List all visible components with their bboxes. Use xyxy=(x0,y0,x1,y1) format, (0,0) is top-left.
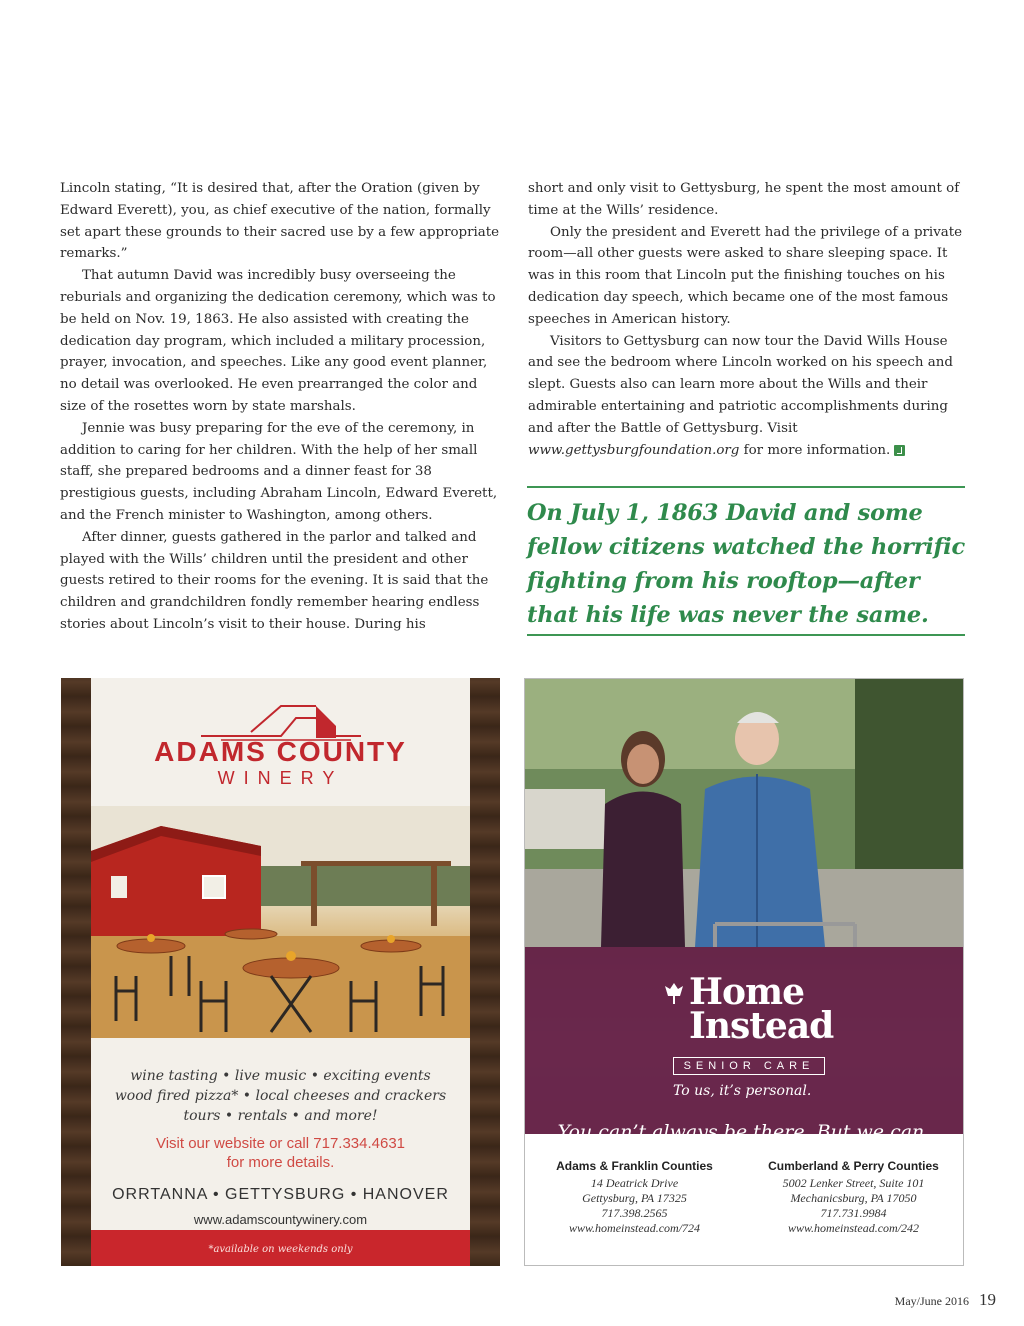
winery-cta-line: for more details. xyxy=(226,1154,335,1171)
winery-tagline: wood fired pizza* • local cheeses and crackers xyxy=(114,1088,447,1104)
pull-quote-text: On July 1, 1863 David and some fellow citizens watched the horrific fighting from his rooftop—after that his life was never the same. xyxy=(527,500,965,628)
office-city: Gettysburg, PA 17325 xyxy=(582,1191,687,1205)
office-adams-franklin xyxy=(525,1147,744,1266)
article-paragraph: Jennie was busy preparing for the eve of the ceremony, in addition to caring for her children. With the help of her small staff, she prepared bedrooms and a dinner feast for 38 prestigious guests, including Abraham Lincoln, Edward Everett, and the French minister to Washington, among others. xyxy=(60,420,498,523)
office-name: Cumberland & Perry Counties xyxy=(768,1159,939,1173)
article-text: for more information. xyxy=(739,442,891,458)
page-folio xyxy=(895,1290,996,1310)
article-paragraph: After dinner, guests gathered in the parlor and talked and played with the Wills’ children until the president and other guests retired to their rooms for the evening. It is said that the children and grandchildren fondly remember hearing endless stories about Lincoln’s visit to their house. During his xyxy=(60,529,489,632)
brand-line: Home xyxy=(689,971,805,1013)
office-name: Adams & Franklin Counties xyxy=(556,1159,713,1173)
winery-footnote: *available on weekends only xyxy=(208,1244,353,1255)
winery-brand-subtitle: WINERY xyxy=(217,768,344,788)
article-paragraph: Lincoln stating, “It is desired that, after the Oration (given by Edward Everett), you, as chief executive of the nation, formally set apart these grounds to their sacred use by a few appropriate remarks.” xyxy=(60,181,500,262)
article-paragraph: Only the president and Everett had the privilege of a private room—all other guests were asked to share sleeping space. It was in this room that Lincoln put the finishing touches on his dedication day speech, which became one of the most famous speeches in American history. xyxy=(528,224,963,327)
office-street: 14 Deatrick Drive xyxy=(590,1176,679,1190)
issue-date: May/June 2016 xyxy=(894,1294,969,1308)
winery-taglines xyxy=(91,1066,470,1126)
article-paragraph-last xyxy=(528,331,964,462)
senior-care-label: SENIOR CARE xyxy=(673,1057,825,1075)
winery-cta-line: Visit our website or call 717.334.4631 xyxy=(155,1135,406,1152)
office-city: Mechanicsburg, PA 17050 xyxy=(790,1191,917,1205)
home-instead-slogan: You can’t always be there. But we can. xyxy=(557,1121,931,1143)
winery-ad-panel xyxy=(91,678,470,1266)
article-text: Visitors to Gettysburg can now tour the David Wills House and see the bedroom where Lincoln worked on his speech and slept. Guests also can learn more about the Wills and their admirable entertaining and patriotic accomplishments during and after the Battle of Gettysburg. Visit xyxy=(528,333,953,436)
page-number: 19 xyxy=(979,1290,996,1309)
winery-tagline: tours • rentals • and more! xyxy=(183,1108,378,1124)
article-paragraph: That autumn David was incredibly busy overseeing the reburials and organizing the dedication ceremony, which was to be held on Nov. 19, 1863. He also assisted with creating the dedication day program, which included a military procession, prayer, invocation, and speeches. Like any good event planner, no detail was overlooked. He even prearranged the color and size of the rosettes worn by state marshals. xyxy=(60,268,496,414)
home-instead-logo-text xyxy=(689,971,834,1047)
winery-website-link[interactable]: www.adamscountywinery.com xyxy=(193,1212,368,1227)
office-website-link[interactable]: www.homeinstead.com/242 xyxy=(787,1221,920,1235)
article-column-right xyxy=(528,178,964,461)
office-locations xyxy=(525,1147,963,1266)
home-instead-ad xyxy=(524,678,964,1266)
tulip-logo-icon xyxy=(663,981,685,1005)
office-website-link[interactable]: www.homeinstead.com/724 xyxy=(568,1221,701,1235)
office-street: 5002 Lenker Street, Suite 101 xyxy=(782,1176,925,1190)
office-phone: 717.731.9984 xyxy=(820,1206,887,1220)
wood-frame-right xyxy=(470,678,500,1266)
article-column-left xyxy=(60,178,500,636)
winery-tagline: wine tasting • live music • exciting events xyxy=(130,1068,431,1084)
pull-quote xyxy=(527,486,965,636)
winery-patio-photo xyxy=(91,806,470,1038)
foundation-link[interactable]: www.gettysburgfoundation.org xyxy=(528,442,740,458)
article-paragraph: short and only visit to Gettysburg, he spent the most amount of time at the Wills’ residence. xyxy=(528,181,960,218)
office-phone: 717.398.2565 xyxy=(601,1206,668,1220)
end-mark-icon xyxy=(894,445,905,456)
brand-line: Instead xyxy=(689,1005,834,1047)
winery-locations: ORRTANNA • GETTYSBURG • HANOVER xyxy=(112,1186,449,1203)
office-cumberland-perry xyxy=(744,1147,963,1266)
winery-call-to-action xyxy=(91,1134,470,1172)
winery-brand-name: ADAMS COUNTY xyxy=(154,736,407,767)
wood-frame-left xyxy=(61,678,91,1266)
winery-ad xyxy=(61,678,500,1266)
brand-tagline: To us, it’s personal. xyxy=(673,1083,812,1099)
